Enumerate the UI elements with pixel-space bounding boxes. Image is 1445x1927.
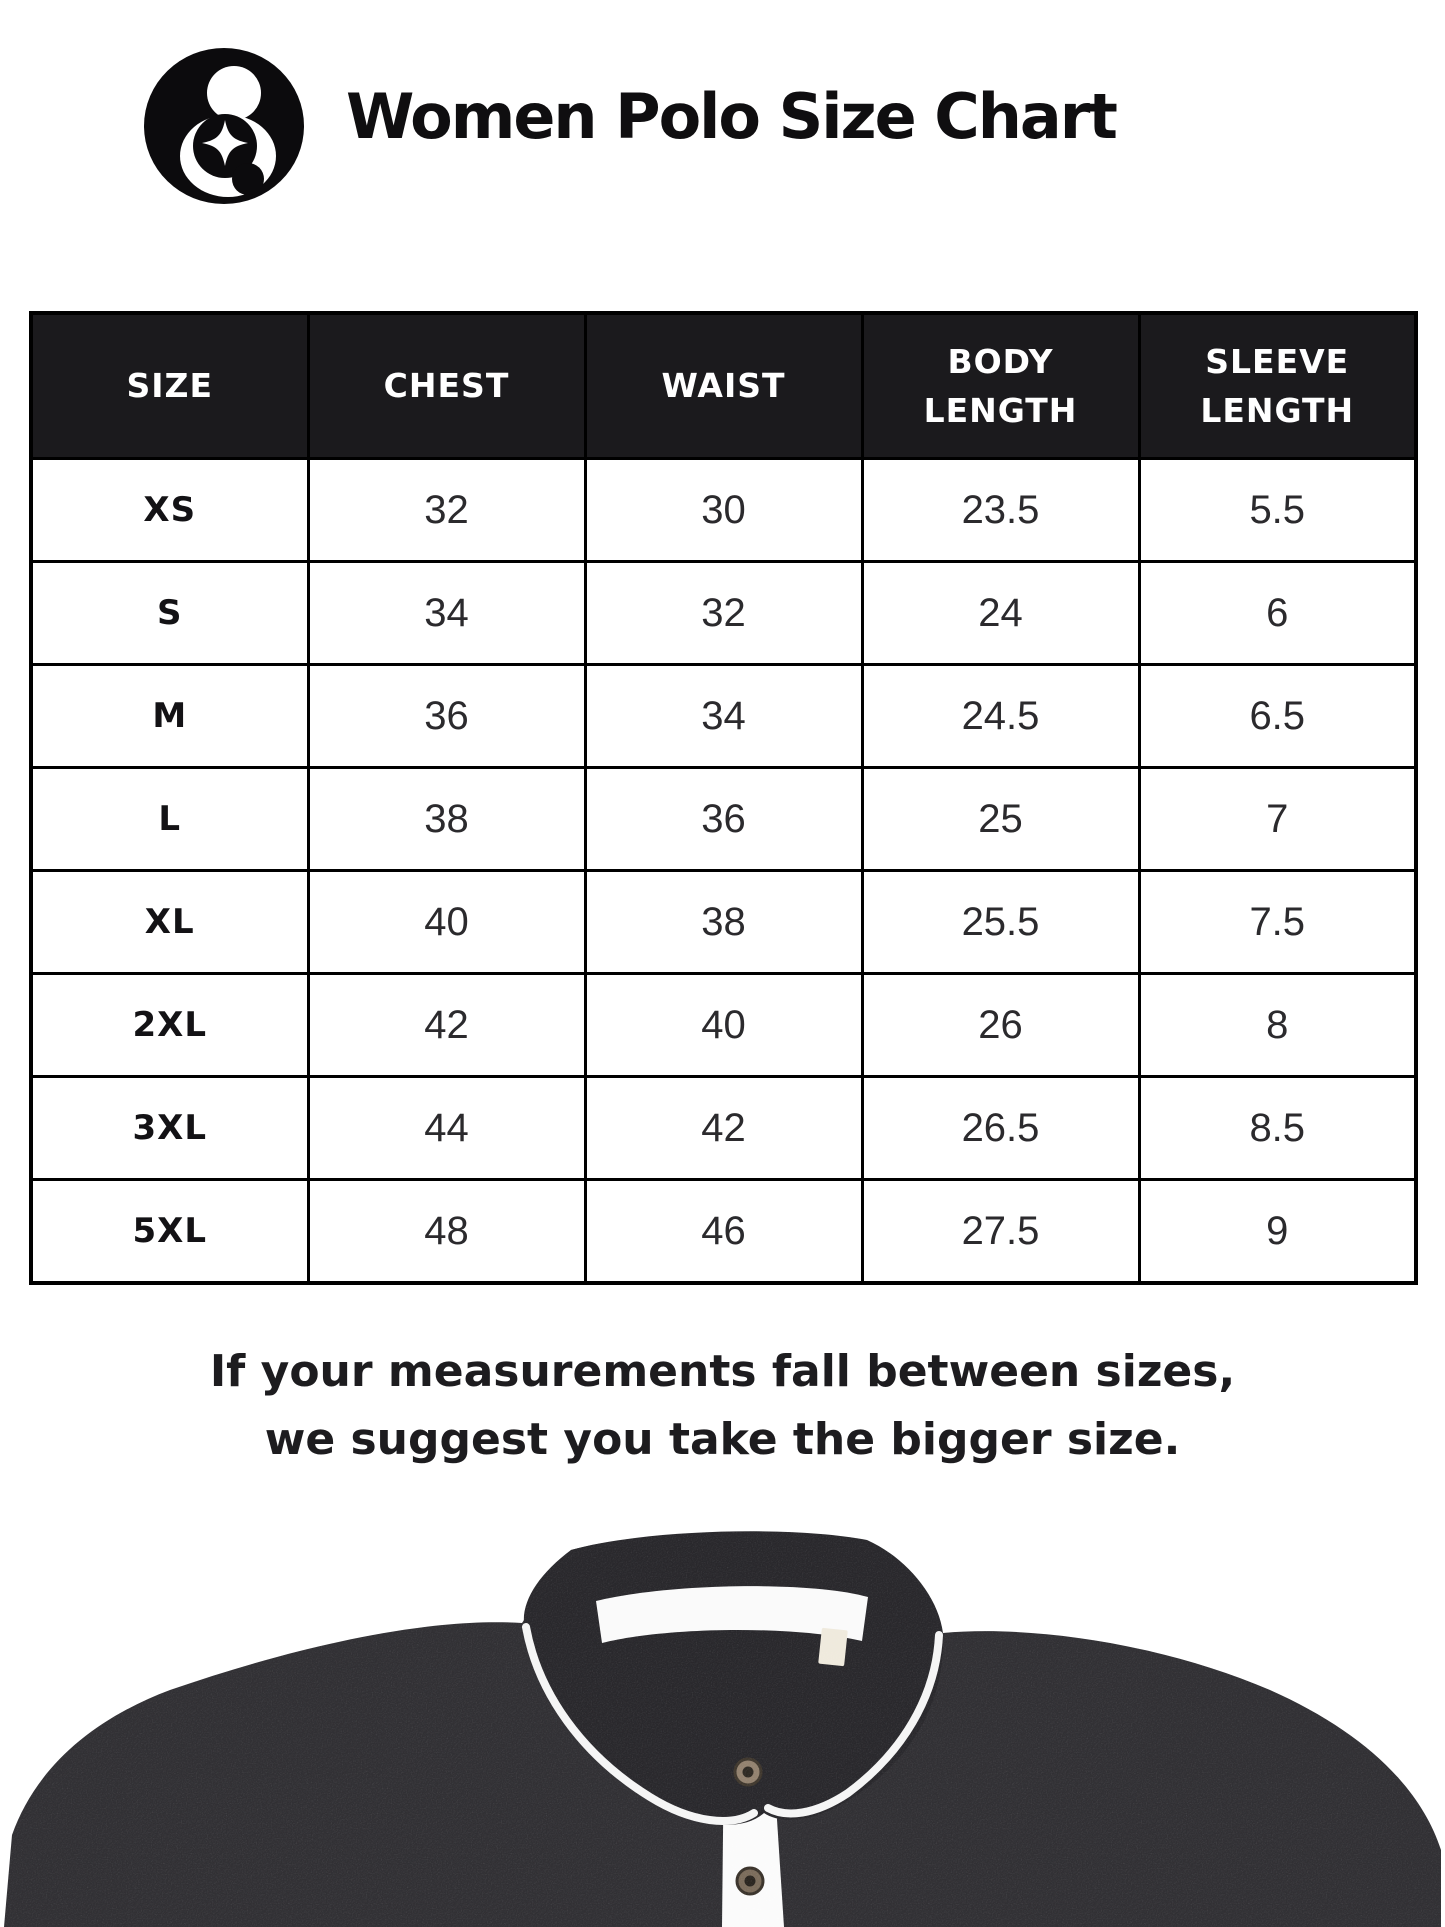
- measurement-cell: 34: [308, 562, 585, 665]
- header-cell-waist: WAIST: [585, 313, 862, 459]
- measurement-cell: 8: [1139, 974, 1416, 1077]
- header-cell-size: SIZE: [31, 313, 308, 459]
- table-row: [31, 768, 1416, 871]
- size-chart-table: [29, 311, 1418, 1285]
- measurement-cell: 40: [585, 974, 862, 1077]
- measurement-cell: 25: [862, 768, 1139, 871]
- measurement-cell: 36: [585, 768, 862, 871]
- measurement-cell: 38: [585, 871, 862, 974]
- measurement-cell: 26.5: [862, 1077, 1139, 1180]
- measurement-cell: 48: [308, 1180, 585, 1284]
- fit-note-line1: If your measurements fall between sizes,: [209, 1346, 1236, 1397]
- size-table-header: [31, 313, 1416, 459]
- table-row: [31, 871, 1416, 974]
- measurement-cell: 8.5: [1139, 1077, 1416, 1180]
- measurement-cell: 32: [585, 562, 862, 665]
- size-cell: 5XL: [31, 1180, 308, 1284]
- measurement-cell: 42: [308, 974, 585, 1077]
- table-row: [31, 562, 1416, 665]
- size-cell: XL: [31, 871, 308, 974]
- measurement-cell: 44: [308, 1077, 585, 1180]
- size-cell: L: [31, 768, 308, 871]
- measurement-cell: 9: [1139, 1180, 1416, 1284]
- measurement-cell: 42: [585, 1077, 862, 1180]
- brand-logo-icon: [142, 46, 306, 206]
- table-row: [31, 974, 1416, 1077]
- product-photo-polo-shirt: [0, 1505, 1445, 1927]
- measurement-cell: 26: [862, 974, 1139, 1077]
- measurement-cell: 25.5: [862, 871, 1139, 974]
- measurement-cell: 7.5: [1139, 871, 1416, 974]
- fit-note-line2: we suggest you take the bigger size.: [264, 1414, 1181, 1466]
- table-row: [31, 665, 1416, 768]
- measurement-cell: 24: [862, 562, 1139, 665]
- header-cell-sleeve-length: SLEEVE LENGTH: [1139, 313, 1416, 459]
- size-cell: S: [31, 562, 308, 665]
- size-cell: M: [31, 665, 308, 768]
- measurement-cell: 30: [585, 459, 862, 562]
- measurement-cell: 24.5: [862, 665, 1139, 768]
- measurement-cell: 40: [308, 871, 585, 974]
- size-cell: 3XL: [31, 1077, 308, 1180]
- measurement-cell: 6.5: [1139, 665, 1416, 768]
- measurement-cell: 34: [585, 665, 862, 768]
- table-row: [31, 459, 1416, 562]
- measurement-cell: 38: [308, 768, 585, 871]
- size-cell: XS: [31, 459, 308, 562]
- measurement-cell: 7: [1139, 768, 1416, 871]
- table-row: [31, 1077, 1416, 1180]
- measurement-cell: 46: [585, 1180, 862, 1284]
- fit-note: [0, 1338, 1445, 1474]
- measurement-cell: 23.5: [862, 459, 1139, 562]
- measurement-cell: 32: [308, 459, 585, 562]
- measurement-cell: 36: [308, 665, 585, 768]
- size-cell: 2XL: [31, 974, 308, 1077]
- header-cell-body-length: BODY LENGTH: [862, 313, 1139, 459]
- table-row: [31, 1180, 1416, 1284]
- table-header-row: [31, 313, 1416, 459]
- measurement-cell: 5.5: [1139, 459, 1416, 562]
- header-cell-chest: CHEST: [308, 313, 585, 459]
- page-title: Women Polo Size Chart: [346, 80, 1116, 153]
- measurement-cell: 27.5: [862, 1180, 1139, 1284]
- size-table-body: [31, 459, 1416, 1284]
- measurement-cell: 6: [1139, 562, 1416, 665]
